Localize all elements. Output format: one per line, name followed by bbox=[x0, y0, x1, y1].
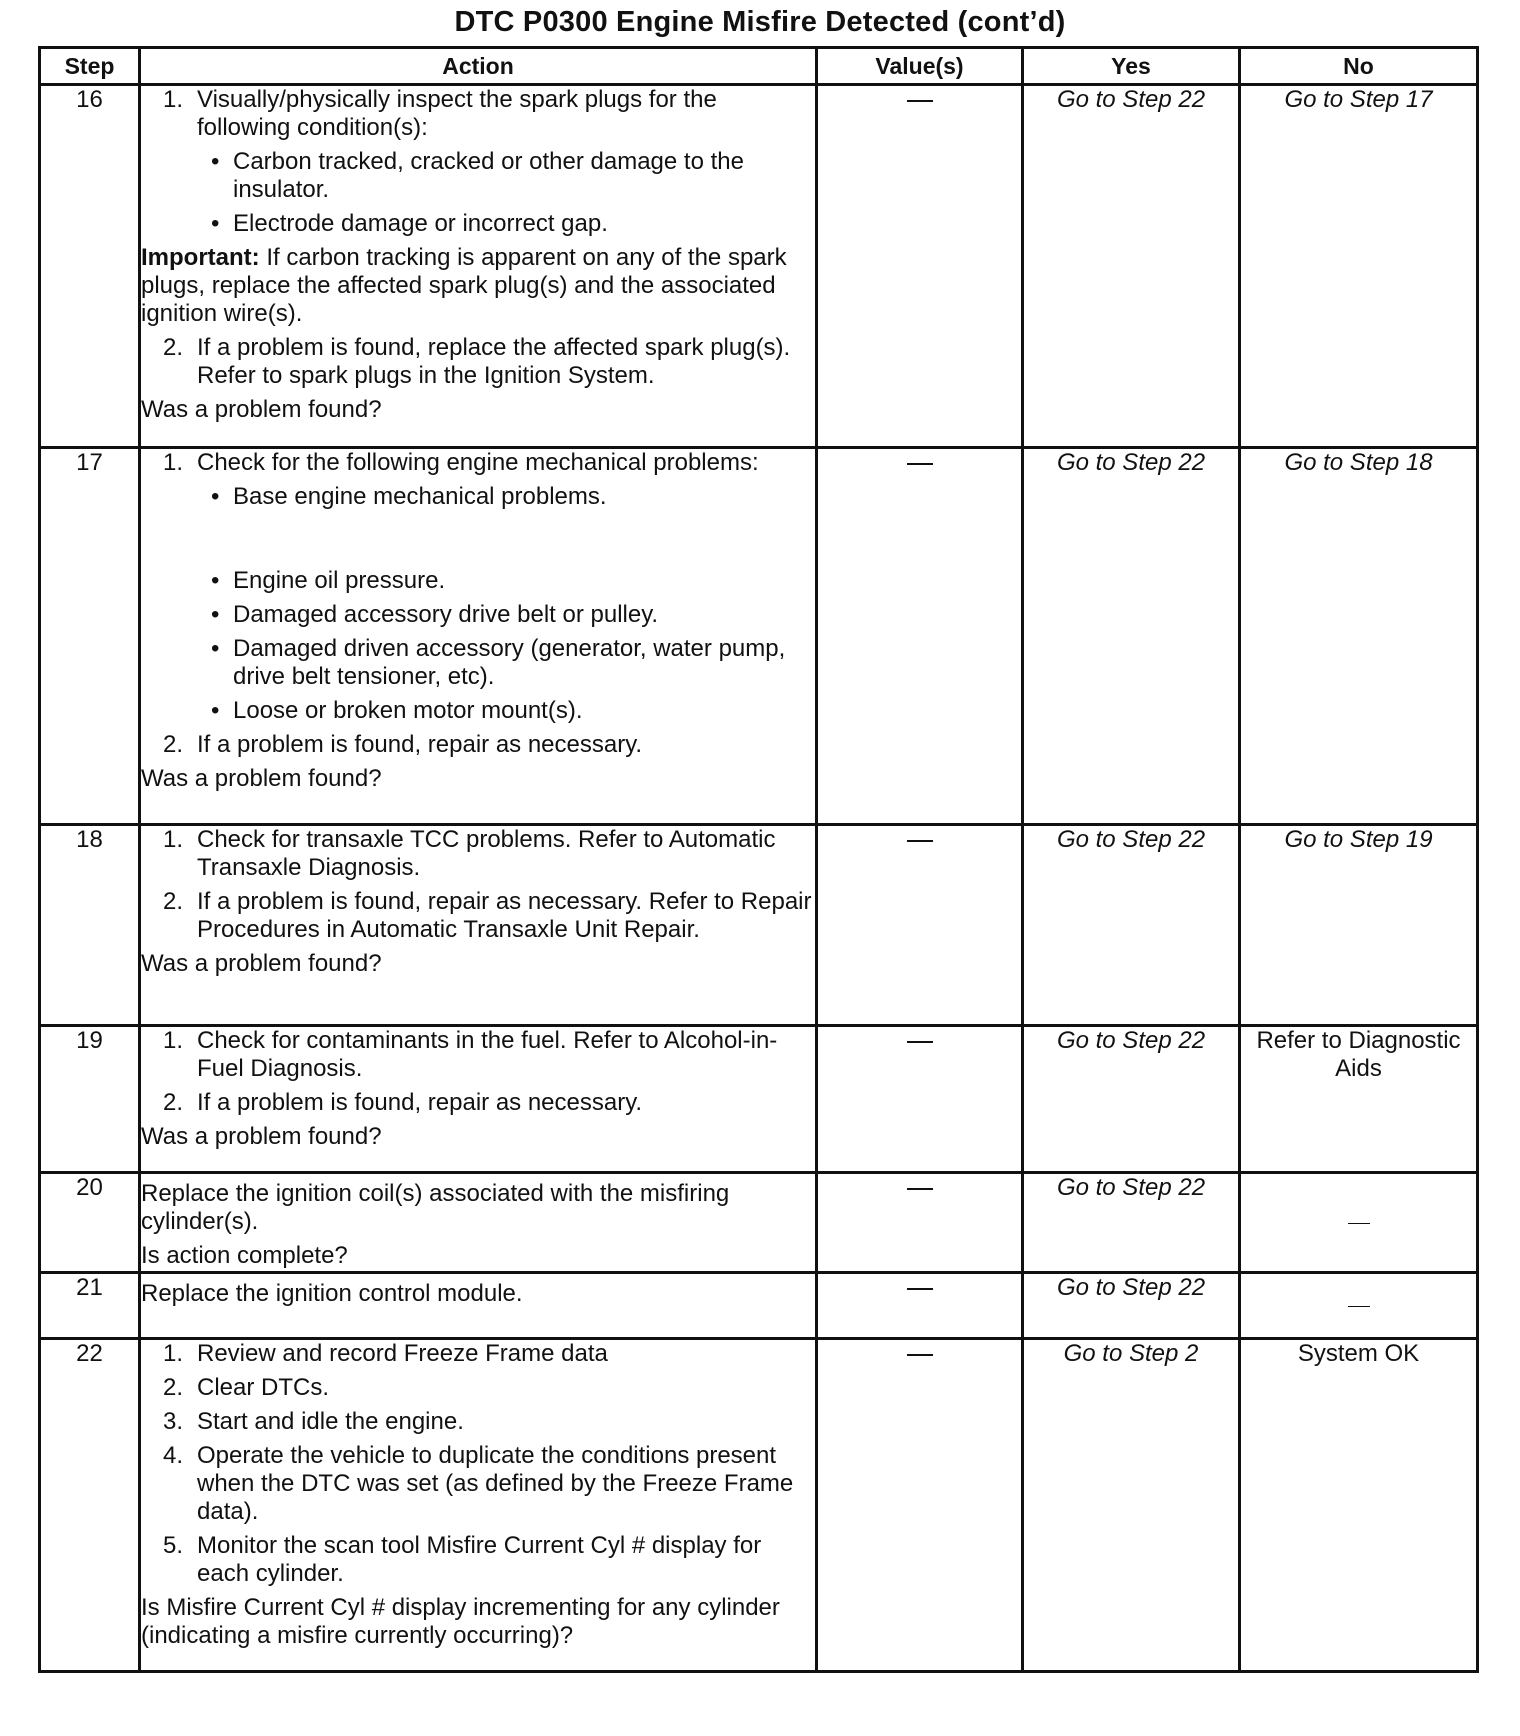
action-item: 2. Clear DTCs. bbox=[163, 1374, 330, 1401]
action-question: Was a problem found? bbox=[141, 1123, 382, 1150]
no-cell bbox=[1240, 1173, 1478, 1273]
action-bullet: • Base engine mechanical problems. bbox=[211, 483, 607, 510]
step-number: 17 bbox=[40, 448, 140, 825]
action-item: 5. Monitor the scan tool Misfire Current Cyl # display for each cylinder. bbox=[163, 1532, 762, 1587]
no-result: Go to Step 18 bbox=[1240, 448, 1478, 825]
action-cell bbox=[140, 448, 817, 825]
yes-result: Go to Step 22 bbox=[1023, 1026, 1240, 1173]
value-cell bbox=[817, 85, 1023, 448]
action-bullet: • Damaged accessory drive belt or pulley. bbox=[211, 601, 659, 628]
header-step: Step bbox=[40, 48, 140, 85]
table-row bbox=[40, 1339, 1478, 1672]
dash-mark bbox=[907, 463, 933, 465]
action-item: 2. If a problem is found, repair as necessary. bbox=[163, 1089, 643, 1116]
no-cell bbox=[1240, 1273, 1478, 1339]
value-cell bbox=[817, 1026, 1023, 1173]
diagnostic-table bbox=[38, 46, 1479, 1673]
action-item: 1. Visually/physically inspect the spark plugs for the following condition(s): bbox=[163, 86, 717, 141]
important-note: Important: If carbon tracking is apparent on any of the spark plugs, replace the affected spark plug(s) and the associated ignition wire(s). bbox=[141, 244, 787, 327]
step-number: 18 bbox=[40, 825, 140, 1026]
action-item: 2. If a problem is found, repair as necessary. bbox=[163, 731, 643, 758]
dash-mark bbox=[1348, 1306, 1370, 1307]
step-number: 16 bbox=[40, 85, 140, 448]
step-number: 19 bbox=[40, 1026, 140, 1173]
action-question: Was a problem found? bbox=[141, 950, 382, 977]
dash-mark bbox=[907, 1041, 933, 1043]
action-cell bbox=[140, 1273, 817, 1339]
table-row bbox=[40, 825, 1478, 1026]
yes-result: Go to Step 22 bbox=[1023, 448, 1240, 825]
dash-mark bbox=[907, 1188, 933, 1190]
action-item: 2. If a problem is found, replace the affected spark plug(s). Refer to spark plugs in the Ignition System. bbox=[163, 334, 791, 389]
dash-mark bbox=[907, 840, 933, 842]
action-cell bbox=[140, 85, 817, 448]
dash-mark bbox=[907, 100, 933, 102]
dash-mark bbox=[1348, 1223, 1370, 1224]
step-number: 21 bbox=[40, 1273, 140, 1339]
dash-mark bbox=[907, 1288, 933, 1290]
action-text: Replace the ignition control module. bbox=[141, 1280, 523, 1307]
yes-result: Go to Step 22 bbox=[1023, 1273, 1240, 1339]
step-number: 20 bbox=[40, 1173, 140, 1273]
action-text: Replace the ignition coil(s) associated with the misfiring cylinder(s). bbox=[141, 1180, 730, 1235]
table-row bbox=[40, 448, 1478, 825]
action-item: 1. Check for transaxle TCC problems. Refer to Automatic Transaxle Diagnosis. bbox=[163, 826, 776, 881]
header-no: No bbox=[1240, 48, 1478, 85]
action-bullet: • Electrode damage or incorrect gap. bbox=[211, 210, 608, 237]
value-cell bbox=[817, 825, 1023, 1026]
action-item: 2. If a problem is found, repair as necessary. Refer to Repair Procedures in Automatic Transaxle Unit Repair. bbox=[163, 888, 812, 943]
yes-result: Go to Step 2 bbox=[1023, 1339, 1240, 1672]
action-item: 1. Check for the following engine mechanical problems: bbox=[163, 449, 759, 476]
action-question: Is Misfire Current Cyl # display incrementing for any cylinder (indicating a misfire currently occurring)? bbox=[141, 1594, 780, 1649]
header-values: Value(s) bbox=[817, 48, 1023, 85]
value-cell bbox=[817, 1273, 1023, 1339]
header-yes: Yes bbox=[1023, 48, 1240, 85]
page-title: DTC P0300 Engine Misfire Detected (cont’d) bbox=[454, 6, 1066, 38]
action-cell bbox=[140, 1173, 817, 1273]
value-cell bbox=[817, 1339, 1023, 1672]
no-result: Go to Step 19 bbox=[1240, 825, 1478, 1026]
step-number: 22 bbox=[40, 1339, 140, 1672]
action-bullet: • Damaged driven accessory (generator, water pump, drive belt tensioner, etc). bbox=[211, 635, 786, 690]
no-result: Go to Step 17 bbox=[1240, 85, 1478, 448]
table-row bbox=[40, 85, 1478, 448]
table-row bbox=[40, 1173, 1478, 1273]
value-cell bbox=[817, 1173, 1023, 1273]
action-question: Was a problem found? bbox=[141, 396, 382, 423]
action-bullet: • Engine oil pressure. bbox=[211, 567, 446, 594]
yes-result: Go to Step 22 bbox=[1023, 1173, 1240, 1273]
table-row bbox=[40, 1026, 1478, 1173]
action-cell bbox=[140, 1339, 817, 1672]
yes-result: Go to Step 22 bbox=[1023, 85, 1240, 448]
header-row bbox=[40, 48, 1478, 85]
yes-result: Go to Step 22 bbox=[1023, 825, 1240, 1026]
action-item: 1. Review and record Freeze Frame data bbox=[163, 1340, 608, 1367]
header-action: Action bbox=[140, 48, 817, 85]
action-cell bbox=[140, 1026, 817, 1173]
no-result: System OK bbox=[1240, 1339, 1478, 1672]
action-question: Was a problem found? bbox=[141, 765, 382, 792]
action-cell bbox=[140, 825, 817, 1026]
table-row bbox=[40, 1273, 1478, 1339]
value-cell bbox=[817, 448, 1023, 825]
action-item: 3. Start and idle the engine. bbox=[163, 1408, 464, 1435]
action-question: Is action complete? bbox=[141, 1242, 348, 1269]
dash-mark bbox=[907, 1354, 933, 1356]
action-item: 4. Operate the vehicle to duplicate the conditions present when the DTC was set (as defined by the Freeze Frame data). bbox=[163, 1442, 794, 1525]
no-result: Refer to Diagnostic Aids bbox=[1240, 1026, 1478, 1173]
action-bullet: • Carbon tracked, cracked or other damage to the insulator. bbox=[211, 148, 744, 203]
action-bullet: • Loose or broken motor mount(s). bbox=[211, 697, 583, 724]
action-item: 1. Check for contaminants in the fuel. Refer to Alcohol-in-Fuel Diagnosis. bbox=[163, 1027, 778, 1082]
